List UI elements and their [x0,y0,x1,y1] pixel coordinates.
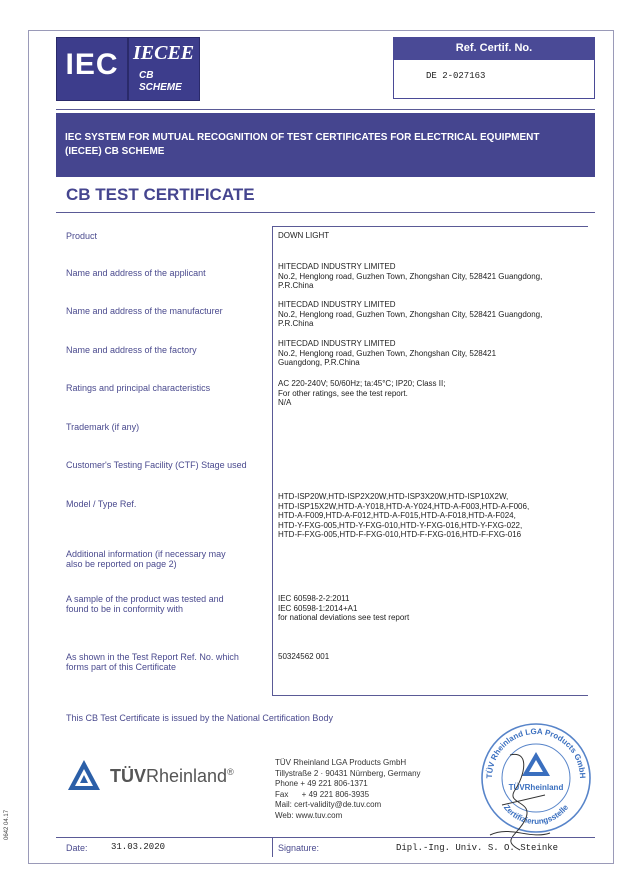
field-label [66,231,97,241]
tuv-logo [66,758,266,794]
field-label-line: Additional information (if necessary may [66,549,226,559]
iecee-cb-logo [128,37,200,101]
field-label [66,594,224,614]
field-value [278,300,542,329]
certificate-title: CB TEST CERTIFICATE [66,185,255,204]
value-box-bottom-rule [272,695,588,696]
iec-logo-text: IEC [65,48,119,81]
field-value-line: P.R.China [278,281,314,290]
field-label [66,268,206,278]
iecee-logo-text: IECEE [133,42,195,64]
field-value-line: HTD-ISP15X2W,HTD-A-Y018,HTD-A-Y024,HTD-A-F003,HTD-A-F006, [278,501,530,511]
field-value-line: HITECDAD INDUSTRY LIMITED [278,339,396,348]
tuv-registered-mark: ® [227,767,234,777]
field-value-line: Guangdong, P.R.China [278,358,360,367]
tuv-address-line: Fax + 49 221 806-3935 [275,789,370,799]
field-value-line: for national deviations see test report [278,613,410,622]
field-value [278,231,329,241]
field-label-line: Name and address of the applicant [66,268,206,278]
field-value-line: For other ratings, see the test report. [278,388,408,398]
date-label: Date: [66,843,88,853]
field-label-line: found to be in conformity with [66,604,184,614]
value-box-top-rule [272,226,588,227]
form-code: 0642 04.17 [4,809,10,840]
field-value-line: HTD-ISP20W,HTD-ISP2X20W,HTD-ISP3X20W,HTD-ISP10X2W, [278,492,509,501]
tuv-wordmark-regular: Rheinland [146,766,228,786]
field-label-line: also be reported on page 2) [66,559,177,569]
tuv-wordmark-bold: TÜV [110,766,146,786]
stamp-top-text: TÜV Rheinland LGA Products GmbH [484,726,588,779]
tuv-address-line: Web: www.tuv.com [275,810,343,820]
field-label [66,345,197,355]
stamp-center-text: TÜVRheinland [508,783,564,792]
title-rule [56,212,595,213]
iec-logo [56,37,128,101]
field-value-line: No.2, Henglong road, Guzhen Town, Zhongshan City, 528421 [278,348,497,358]
field-value [278,652,329,662]
field-label-line: Customer's Testing Facility (CTF) Stage used [66,460,247,470]
field-value-line: HITECDAD INDUSTRY LIMITED [278,262,396,271]
field-value-line: N/A [278,398,292,407]
tuv-address-block [275,758,421,821]
field-label [66,549,226,569]
field-label-line: Name and address of the factory [66,345,197,355]
field-value-line: No.2, Henglong road, Guzhen Town, Zhongshan City, 528421 Guangdong, [278,309,543,319]
field-label [66,499,136,509]
field-label [66,460,247,470]
banner-line-1: IEC SYSTEM FOR MUTUAL RECOGNITION OF TEST CERTIFICATES FOR ELECTRICAL EQUIPMENT [65,132,540,143]
field-value-line: HTD-F-FXG-005,HTD-F-FXG-010,HTD-F-FXG-016,HTD-F-FXG-016 [278,530,522,539]
header-rule [56,109,595,110]
field-value [278,594,409,623]
ref-number-box [393,59,595,99]
field-value-line: DOWN LIGHT [278,231,330,240]
date-value: 31.03.2020 [111,842,166,852]
field-value-line: HTD-A-F009,HTD-A-F012,HTD-A-F015,HTD-A-F018,HTD-A-F024, [278,511,516,520]
signatory-name: Dipl.-Ing. Univ. S. O. Steinke [396,843,559,853]
tuv-address-line: Mail: cert-validity@de.tuv.com [275,800,382,809]
signature-label: Signature: [278,843,320,853]
field-value-line: AC 220-240V; 50/60Hz; ta:45°C; IP20; Class II; [278,379,446,388]
field-value-line: 50324562 001 [278,652,330,661]
tuv-wordmark [110,766,234,787]
field-label [66,422,139,432]
footer-divider [272,837,273,857]
banner-line-2: (IECEE) CB SCHEME [65,146,165,157]
field-value-line: HITECDAD INDUSTRY LIMITED [278,300,396,309]
field-label-line: A sample of the product was tested and [66,594,224,604]
field-label-line: Trademark (if any) [66,422,140,432]
tuv-address-line: Tillystraße 2 · 90431 Nürnberg, Germany [275,768,421,778]
field-label [66,652,239,672]
issued-by-text: This CB Test Certificate is issued by the National Certification Body [66,713,333,723]
field-label-line: Name and address of the manufacturer [66,306,223,316]
scheme-logo-text: SCHEME [139,82,182,93]
field-value-line: IEC 60598-2-2:2011 [278,594,350,603]
ref-label: Ref. Certif. No. [455,42,533,54]
field-label-line: forms part of this Certificate [66,662,177,672]
field-value [278,492,529,540]
field-label-line: As shown in the Test Report Ref. No. which [66,652,239,662]
field-value-line: No.2, Henglong road, Guzhen Town, Zhongshan City, 528421 Guangdong, [278,271,543,281]
tuv-triangle-icon [66,758,102,792]
field-value [278,379,445,408]
field-label-line: Product [66,231,98,241]
field-value-line: HTD-Y-FXG-005,HTD-Y-FXG-010,HTD-Y-FXG-016,HTD-Y-FXG-022, [278,520,523,530]
field-value-line: P.R.China [278,319,314,328]
scheme-banner [56,113,595,177]
ref-number: DE 2-027163 [426,71,486,81]
field-value-line: IEC 60598-1:2014+A1 [278,603,358,613]
field-label [66,306,223,316]
field-label [66,383,210,393]
field-value [278,339,496,368]
field-value [278,262,542,291]
footer-rule [56,837,595,838]
tuv-address-line: Phone + 49 221 806-1371 [275,779,368,788]
field-label-line: Ratings and principal characteristics [66,383,211,393]
stamp-bottom-text: Zertifizierungsstelle [501,802,571,827]
ref-label-box [393,37,595,59]
cb-logo-text: CB [139,70,154,81]
tuv-address-line: TÜV Rheinland LGA Products GmbH [275,758,407,767]
value-box-left-rule [272,226,273,695]
field-label-line: Model / Type Ref. [66,499,137,509]
